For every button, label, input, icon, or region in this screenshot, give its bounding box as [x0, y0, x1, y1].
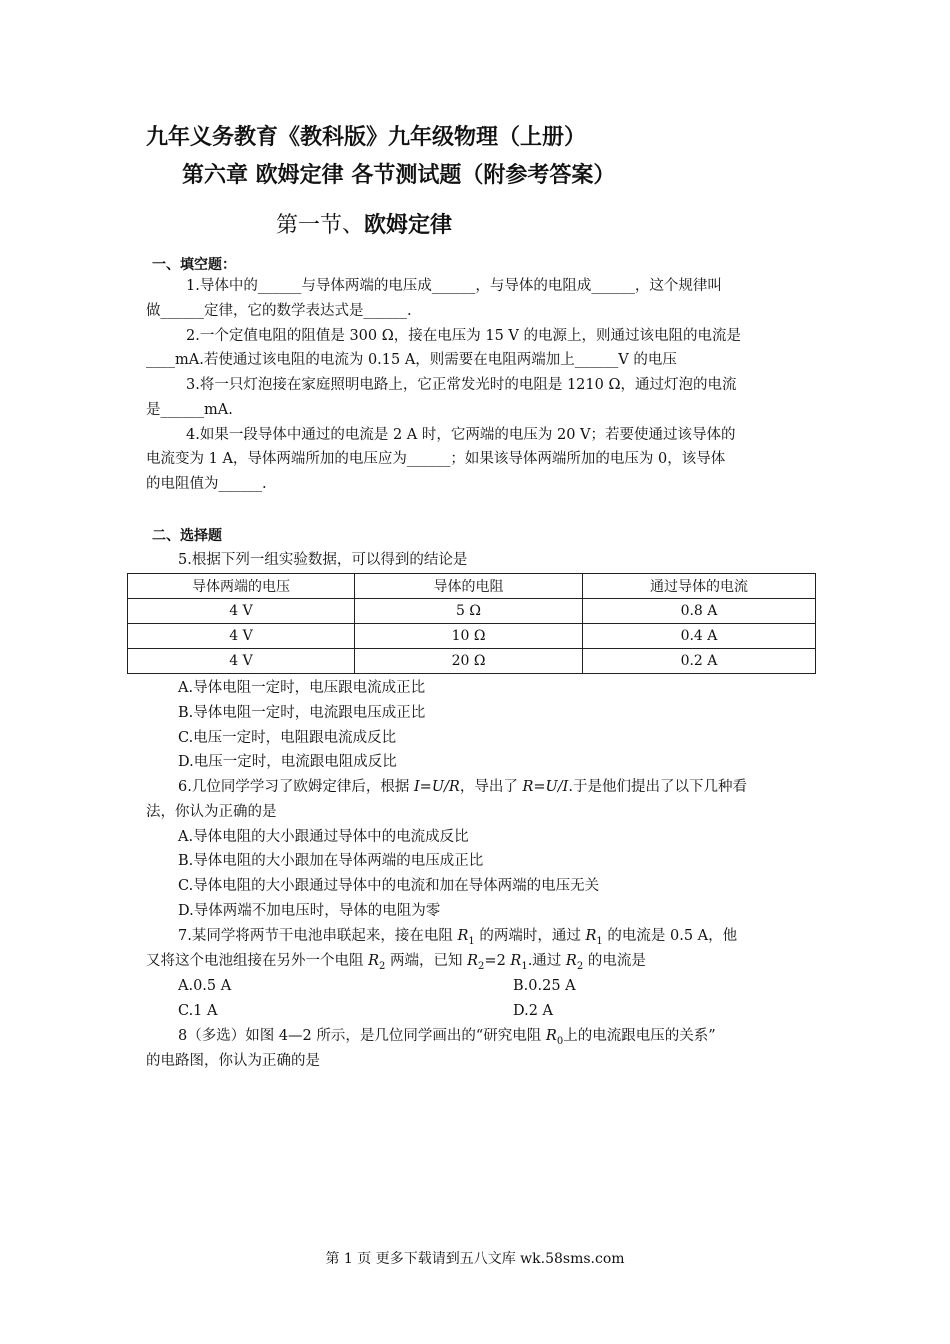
table-row — [128, 624, 816, 649]
q7-text: 的电流是 — [583, 953, 646, 969]
q7-text: 的两端时，通过 — [474, 928, 586, 944]
q7-text: 两端，已知 — [385, 953, 468, 969]
q6-text: ，导出了 — [459, 779, 523, 795]
q4-line1: 4.如果一段导体中通过的电流是 2 A 时，它两端的电压为 20 V；若要使通过该导体的 — [186, 427, 736, 443]
section-title — [276, 208, 452, 239]
q7-option-a: A.0.5 A — [178, 978, 232, 994]
q5-option-b: B.导体电阻一定时，电流跟电压成正比 — [178, 705, 426, 721]
page-footer: 第 1 页 更多下载请到五八文库 wk.58sms.com — [325, 1251, 625, 1267]
q5-option-d: D.电压一定时，电流跟电阻成反比 — [178, 754, 397, 770]
table-header-row — [128, 574, 816, 599]
section-prefix: 第一节、 — [276, 213, 365, 238]
var-r: R — [565, 953, 577, 969]
document-title-line2: 第六章 欧姆定律 各节测试题（附参考答案） — [182, 162, 616, 188]
q5-option-c: C.电压一定时，电阻跟电流成反比 — [178, 730, 397, 746]
q6-text: .于是他们提出了以下几种看 — [568, 779, 747, 795]
q8-text: 上的电流跟电压的关系” — [563, 1028, 716, 1044]
q5-option-a: A.导体电阻一定时，电压跟电流成正比 — [178, 680, 426, 696]
var-r: R — [510, 953, 522, 969]
table-cell: 4 V — [128, 649, 355, 674]
q3-line2: 是______mA. — [146, 402, 233, 418]
q7-text: .通过 — [527, 953, 566, 969]
var-r: R — [545, 1028, 557, 1044]
table-header-cell: 导体两端的电压 — [128, 574, 355, 599]
q3-line1: 3.将一只灯泡接在家庭照明电路上，它正常发光时的电阻是 1210 Ω，通过灯泡的电流 — [186, 377, 737, 393]
experiment-data-table — [127, 573, 816, 674]
q1-line1: 1.导体中的______与导体两端的电压成______，与导体的电阻成______，这个规律叫 — [186, 278, 722, 294]
table-cell: 5 Ω — [355, 599, 583, 624]
table-cell: 0.4 A — [583, 624, 816, 649]
q7-option-b: B.0.25 A — [513, 978, 576, 994]
formula-i-equals-u-over-r: I=U/R — [413, 779, 460, 795]
table-cell: 20 Ω — [355, 649, 583, 674]
q2-line2: ____mA.若使通过该电阻的电流为 0.15 A，则需要在电阻两端加上______V 的电压 — [146, 352, 677, 368]
sub-1: 1 — [521, 960, 528, 972]
var-r: R — [467, 953, 479, 969]
fill-blank-heading: 一、填空题： — [152, 257, 236, 273]
table-row — [128, 649, 816, 674]
q6-line2: 法，你认为正确的是 — [146, 804, 277, 820]
q7-option-d: D.2 A — [513, 1003, 554, 1019]
document-title-line1: 九年义务教育《教科版》九年级物理（上册） — [146, 124, 587, 150]
sub-2: 2 — [379, 960, 386, 972]
table-cell: 4 V — [128, 599, 355, 624]
q7-text: 又将这个电池组接在另外一个电阻 — [146, 953, 369, 969]
sub-2: 2 — [576, 960, 584, 972]
var-r: R — [368, 953, 380, 969]
q4-line3: 的电阻值为______. — [146, 476, 267, 492]
var-r: R — [457, 928, 469, 944]
table-cell: 10 Ω — [355, 624, 583, 649]
table-header-cell: 通过导体的电流 — [583, 574, 816, 599]
sub-1: 1 — [468, 935, 475, 947]
table-row — [128, 599, 816, 624]
q7-text: 7.某同学将两节干电池串联起来，接在电阻 — [178, 928, 458, 944]
q8-text: 8（多选）如图 4—2 所示，是几位同学画出的“研究电阻 — [178, 1028, 546, 1044]
q6-option-d: D.导体两端不加电压时，导体的电阻为零 — [178, 903, 441, 919]
sub-1: 1 — [596, 935, 603, 947]
var-r: R — [585, 928, 597, 944]
q1-line2: 做______定律，它的数学表达式是______. — [146, 303, 412, 319]
q5-stem: 5.根据下列一组实验数据，可以得到的结论是 — [178, 552, 468, 568]
choice-heading: 二、选择题 — [152, 528, 222, 544]
section-name: 欧姆定律 — [364, 212, 453, 238]
q6-option-b: B.导体电阻的大小跟加在导体两端的电压成正比 — [178, 853, 484, 869]
q4-line2: 电流变为 1 A，导体两端所加的电压应为______；如果该导体两端所加的电压为 0，该导体 — [146, 451, 726, 467]
q6-line1 — [178, 775, 747, 799]
table-cell: 4 V — [128, 624, 355, 649]
sub-0: 0 — [556, 1035, 564, 1047]
q6-text: 6.几位同学学习了欧姆定律后，根据 — [178, 779, 414, 795]
table-cell: 0.2 A — [583, 649, 816, 674]
q6-option-a: A.导体电阻的大小跟通过导体中的电流成反比 — [178, 829, 469, 845]
q2-line1: 2.一个定值电阻的阻值是 300 Ω，接在电压为 15 V 的电源上，则通过该电阻的电流是 — [186, 328, 741, 344]
q7-option-c: C.1 A — [178, 1003, 218, 1019]
table-cell: 0.8 A — [583, 599, 816, 624]
q8-line2: 的电路图，你认为正确的是 — [146, 1053, 320, 1069]
q7-text: 的电流是 0.5 A，他 — [602, 928, 738, 944]
q6-option-c: C.导体电阻的大小跟通过导体中的电流和加在导体两端的电压无关 — [178, 878, 600, 894]
table-header-cell: 导体的电阻 — [355, 574, 583, 599]
sub-2: 2 — [478, 960, 485, 972]
q7-text: =2 — [484, 953, 511, 969]
formula-r-equals-u-over-i: R=U/I — [522, 779, 569, 795]
